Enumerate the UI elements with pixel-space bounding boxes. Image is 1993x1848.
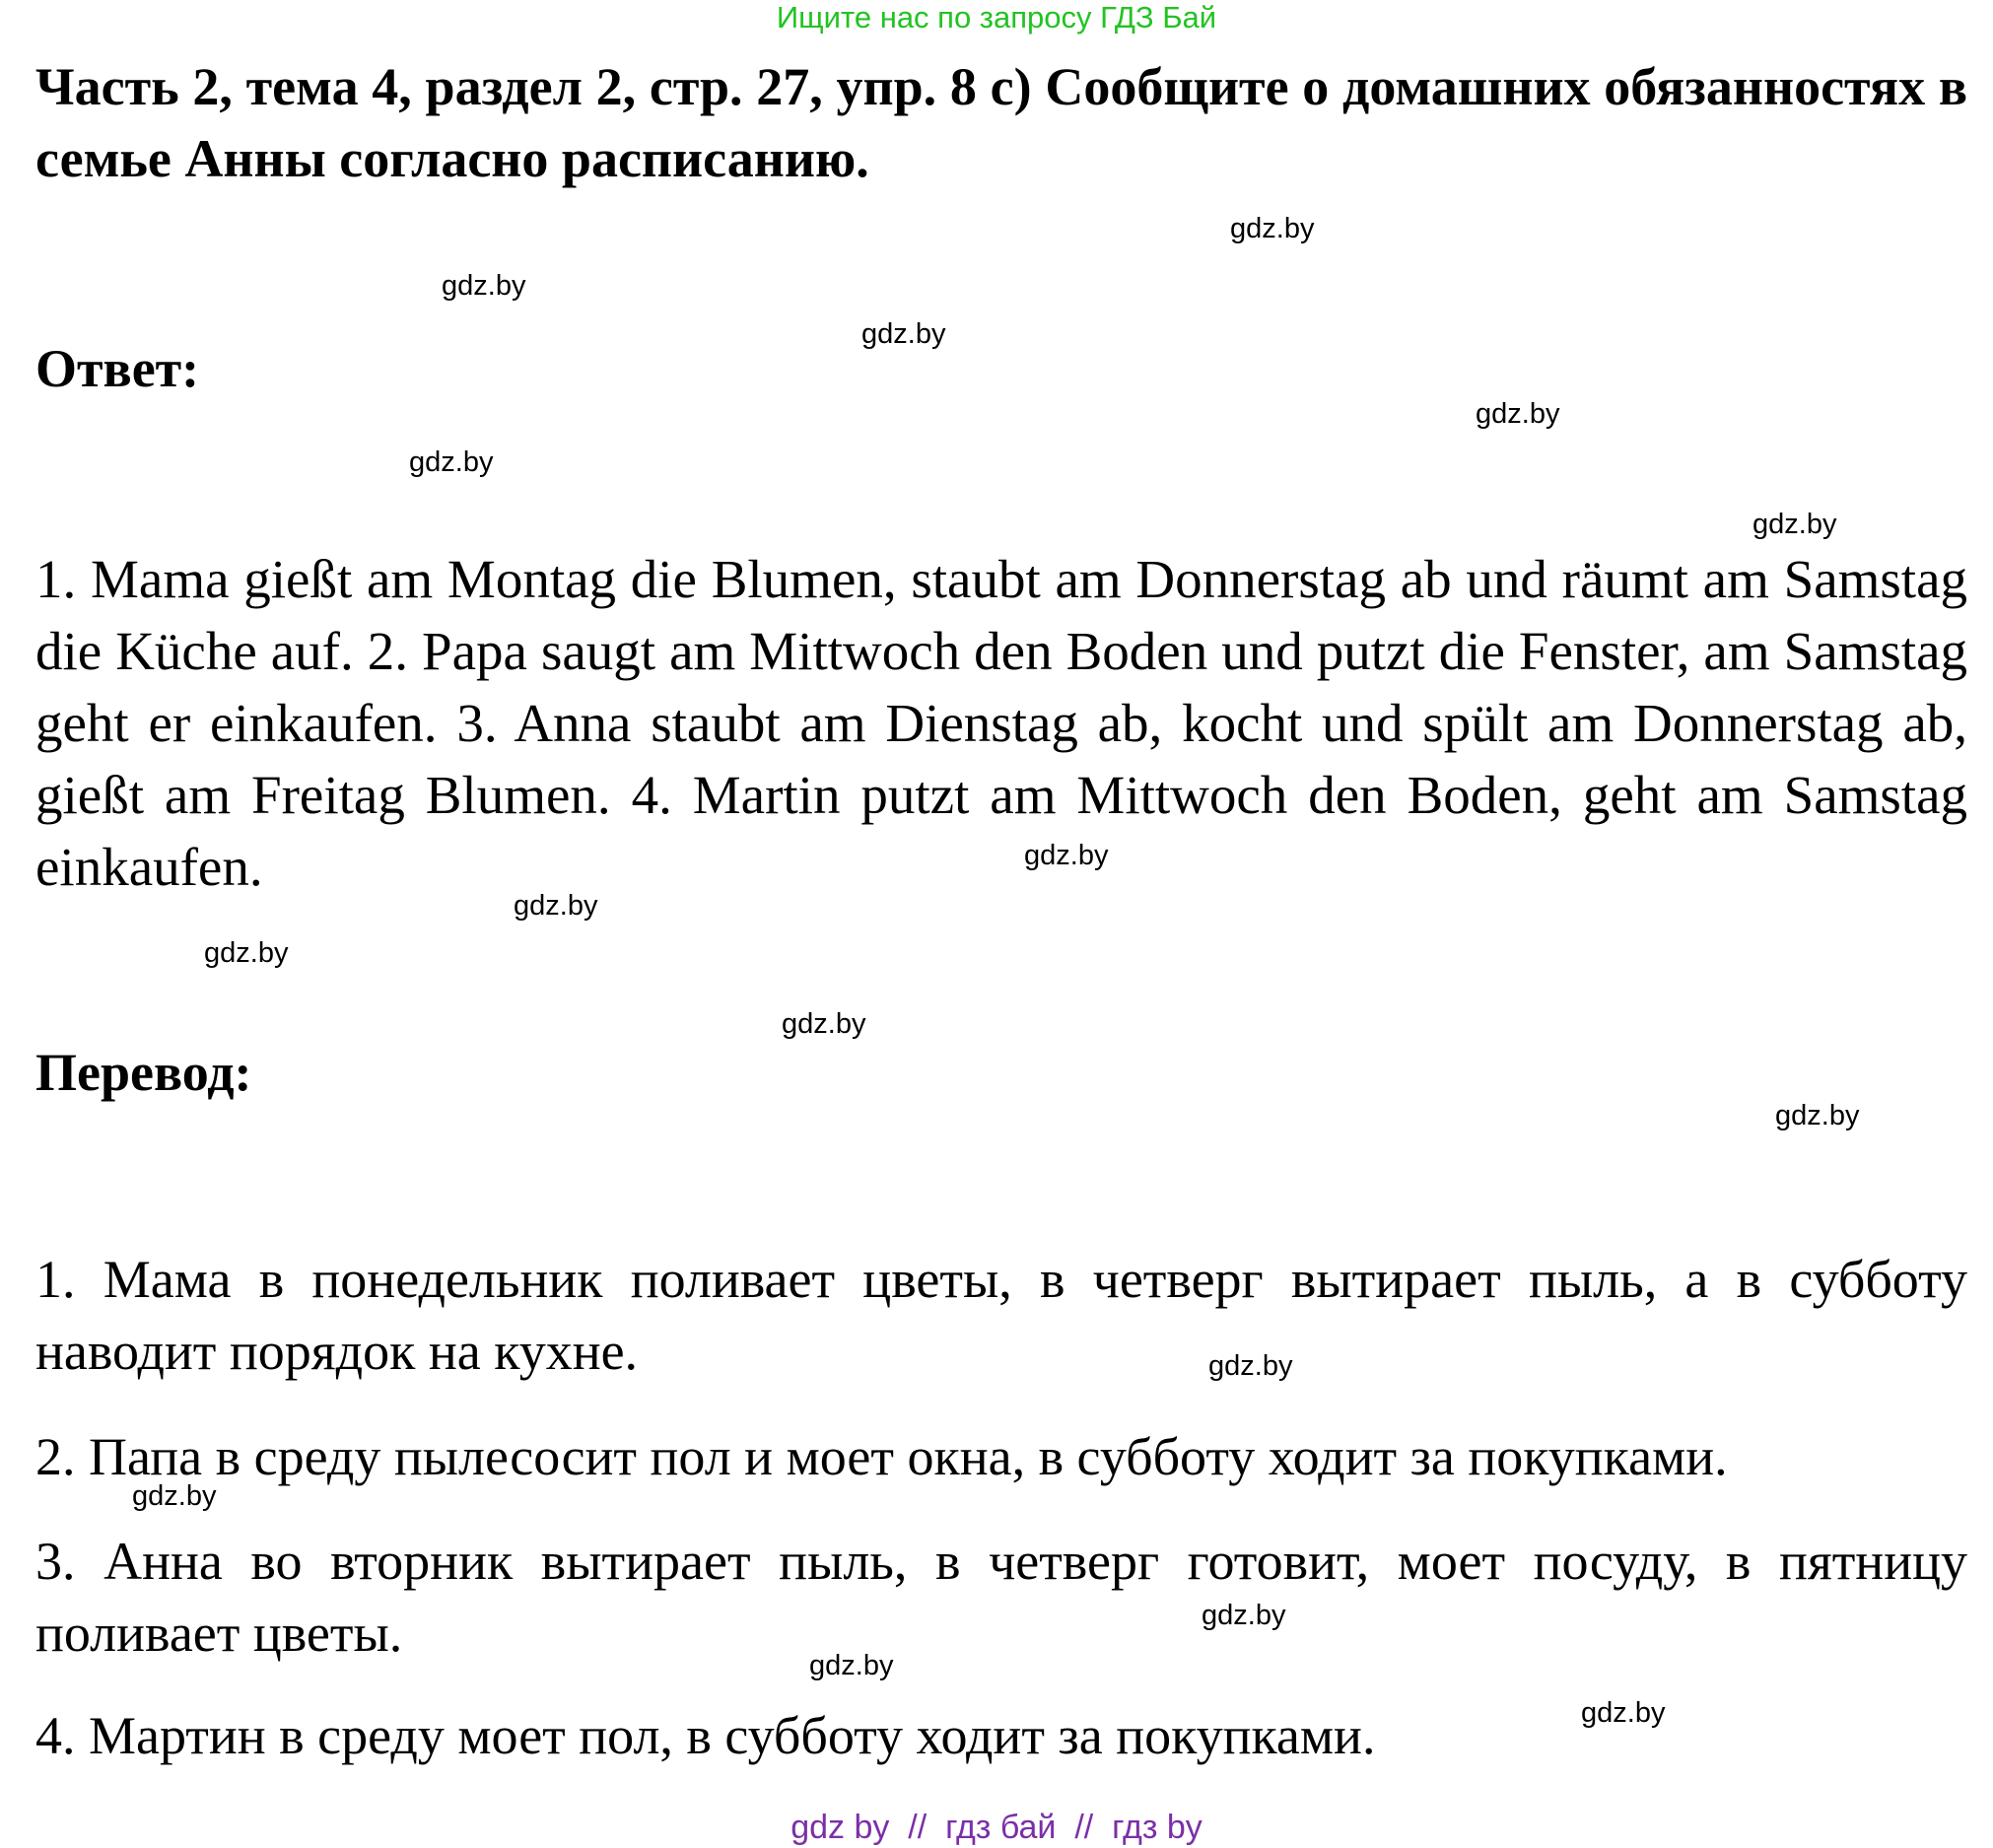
answer-text: 1. Mama gießt am Montag die Blumen, staubt am Donnerstag ab und räumt am Samstag die Küche auf. 2. Papa saugt am Mittwoch den Boden und putzt die Fenster, am Samstag geht er einkaufen. 3. Anna staubt am Dienstag ab, kocht und spült am Donnerstag ab, gießt am Freitag Blumen. 4. Martin putzt am Mittwoch den Boden, geht am Samstag einkaufen. [35, 549, 1967, 897]
watermark: gdz.by [1024, 840, 1109, 871]
task-title: Часть 2, тема 4, раздел 2, стр. 27, упр. 8 c) Сообщите о домашних обязанностях в семье Анны согласно расписанию. [35, 57, 1967, 188]
watermark: gdz.by [1581, 1697, 1666, 1729]
watermark: gdz.by [1202, 1600, 1286, 1631]
watermark: gdz.by [861, 318, 946, 350]
top-banner: Ищите нас по запросу ГДЗ Бай [776, 0, 1217, 34]
watermark: gdz.by [1775, 1100, 1860, 1131]
translation-item-4: 4. Мартин в среду моет пол, в субботу ходит за покупками. [35, 1706, 1376, 1765]
watermark: gdz.by [514, 890, 598, 922]
watermark: gdz.by [442, 270, 526, 302]
translation-item-2: 2. Папа в среду пылесосит пол и моет окна, в субботу ходит за покупками. [35, 1427, 1728, 1486]
translation-heading: Перевод: [35, 1043, 252, 1102]
translation-item-1: 1. Мама в понедельник поливает цветы, в четверг вытирает пыль, а в субботу наводит порядок на кухне. [35, 1250, 1967, 1381]
watermark: gdz.by [1230, 213, 1315, 244]
answer-heading: Ответ: [35, 339, 200, 398]
footer-links: gdz by // гдз бай // гдз by [790, 1809, 1203, 1846]
watermark: gdz.by [782, 1008, 866, 1040]
watermark: gdz.by [409, 446, 494, 478]
watermark: gdz.by [1476, 398, 1560, 430]
watermark: gdz.by [1752, 509, 1837, 540]
watermark: gdz.by [1208, 1350, 1293, 1382]
watermark: gdz.by [132, 1480, 217, 1512]
translation-item-3: 3. Анна во вторник вытирает пыль, в четверг готовит, моет посуду, в пятницу поливает цветы. [35, 1532, 1967, 1663]
watermark: gdz.by [204, 937, 289, 969]
watermark: gdz.by [809, 1650, 894, 1681]
